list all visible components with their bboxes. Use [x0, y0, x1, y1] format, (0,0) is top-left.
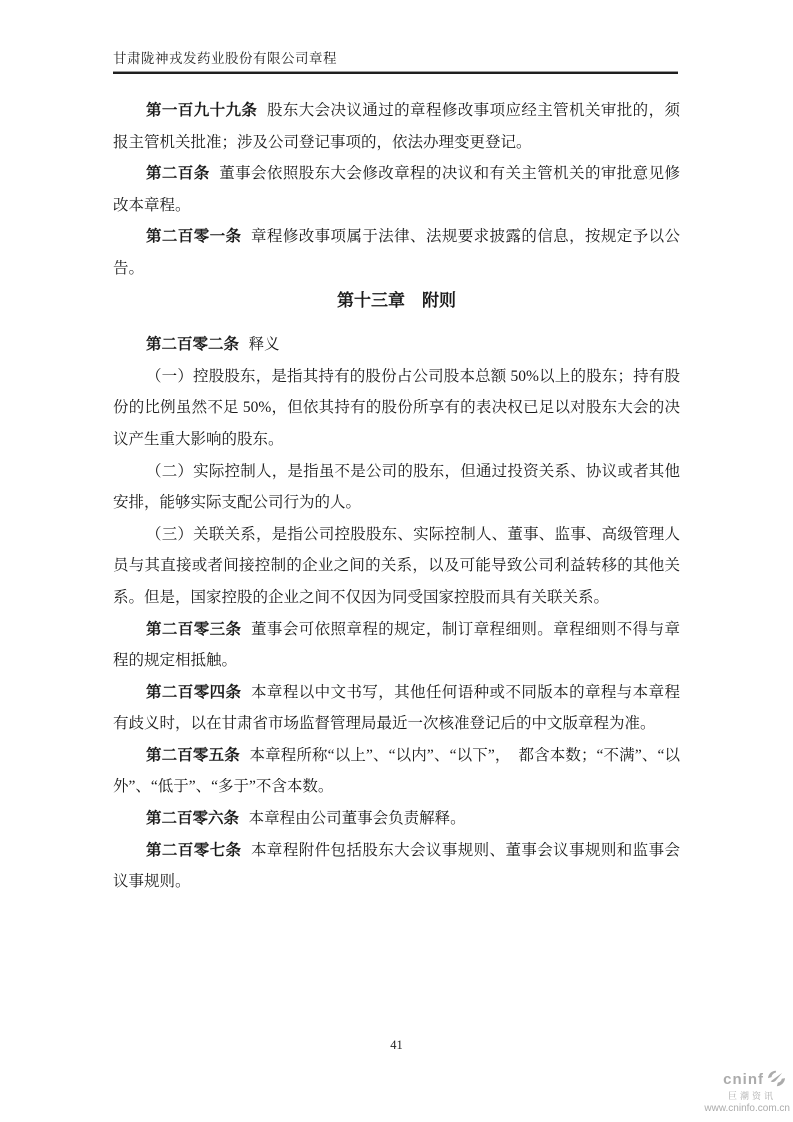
page-number: 41 [390, 1038, 403, 1052]
article-number: 第二百零二条 [146, 336, 240, 354]
cninfo-swirl-icon [767, 1070, 786, 1092]
article-paragraph [113, 835, 680, 898]
article-text: 董事会依照股东大会修改章程的决议和有关主管机关的审批意见修改本章程。 [113, 165, 680, 214]
article-text: 董事会可依照章程的规定，制订章程细则。章程细则不得与章程的规定相抵触。 [113, 620, 680, 670]
article-text: 本章程以中文书写，其他任何语种或不同版本的章程与本章程有歧义时，以在甘肃省市场监督管理局最近一次核准登记后的中文版章程为准。 [113, 683, 680, 733]
header-divider [113, 71, 678, 74]
article-text: 股东大会决议通过的章程修改事项应经主管机关审批的，须报主管机关批准；涉及公司登记事项的，依法办理变更登记。 [113, 102, 680, 151]
definition-paragraph: （一）控股股东，是指其持有的股份占公司股本总额 50%以上的股东；持有股份的比例虽然不足 50%，但依其持有的股份所享有的表决权已足以对股东大会的决议产生重大影响的股东。 [113, 367, 680, 448]
article-text: 本章程由公司董事会负责解释。 [248, 810, 466, 828]
article-paragraph [113, 740, 680, 803]
cninfo-watermark [704, 1070, 790, 1114]
article-number: 第二百零七条 [146, 841, 242, 859]
document-body [113, 95, 680, 898]
article-number: 第二百零六条 [146, 810, 240, 828]
definition-paragraph: （二）实际控制人，是指虽不是公司的股东，但通过投资关系、协议或者其他安排，能够实际支配公司行为的人。 [113, 462, 680, 512]
article-text: 章程修改事项属于法律、法规要求披露的信息，按规定予以公告。 [113, 228, 680, 277]
article-number: 第二百零五条 [146, 746, 240, 764]
article-paragraph [113, 95, 680, 158]
article-paragraph [113, 677, 680, 740]
article-number: 第二百条 [146, 165, 210, 183]
article-paragraph [113, 158, 680, 221]
cninfo-brand-row [704, 1070, 790, 1092]
article-paragraph [113, 803, 680, 835]
page-header [113, 50, 678, 74]
article-paragraph [113, 614, 680, 677]
cninfo-url: www.cninfo.com.cn [704, 1103, 790, 1114]
article-number: 第二百零一条 [146, 228, 242, 246]
article-paragraph [113, 221, 680, 284]
cninfo-chinese-name: 巨潮资讯 [727, 1091, 776, 1102]
article-text: 本章程附件包括股东大会议事规则、董事会议事规则和监事会议事规则。 [113, 841, 680, 891]
cninfo-brand-text: cninf [723, 1071, 764, 1089]
chapter-heading: 第十三章 附则 [337, 290, 456, 310]
article-paragraph [113, 329, 680, 361]
article-number: 第一百九十九条 [146, 102, 258, 119]
article-number: 第二百零四条 [146, 683, 242, 701]
article-number: 第二百零三条 [146, 620, 242, 638]
definition-paragraph: （三）关联关系，是指公司控股股东、实际控制人、董事、监事、高级管理人员与其直接或者间接控制的企业之间的关系，以及可能导致公司利益转移的其他关系。但是，国家控股的企业之间不仅因为同受国家控股而具有关联关系。 [113, 525, 680, 606]
document-title: 甘肃陇神戎发药业股份有限公司章程 [113, 51, 337, 66]
article-text: 释义 [248, 336, 280, 354]
article-text: 本章程所称“以上”、“以内”、“以下”， 都含本数；“不满”、“以外”、“低于”、“多于”不含本数。 [113, 746, 680, 796]
